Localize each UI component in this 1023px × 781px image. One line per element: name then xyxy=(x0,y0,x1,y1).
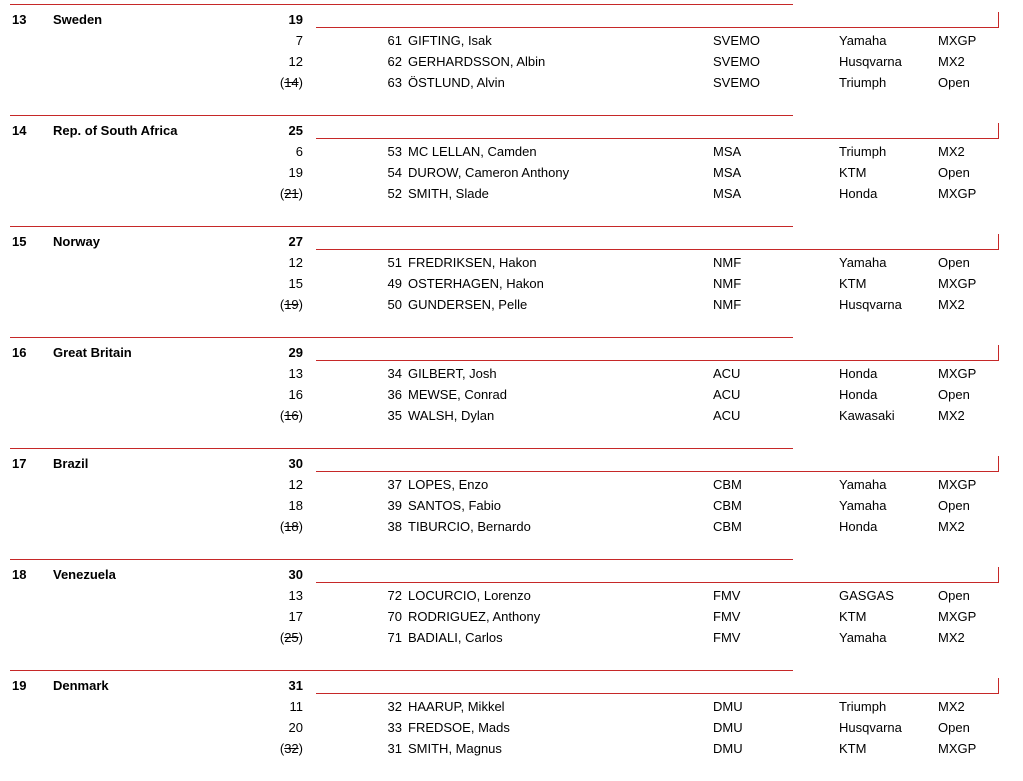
rider-row xyxy=(0,741,1023,761)
rider-bike: KTM xyxy=(839,276,867,291)
team-divider-top xyxy=(10,559,793,560)
rider-federation: NMF xyxy=(713,297,742,312)
rider-name: SANTOS, Fabio xyxy=(408,498,501,513)
team-rank: 13 xyxy=(12,12,27,27)
rider-federation: SVEMO xyxy=(713,75,760,90)
rider-bike: GASGAS xyxy=(839,588,894,603)
team-block xyxy=(0,670,1023,781)
rider-name: GILBERT, Josh xyxy=(408,366,497,381)
rider-class: Open xyxy=(938,165,970,180)
rider-name: ÖSTLUND, Alvin xyxy=(408,75,505,90)
rider-row xyxy=(0,609,1023,629)
rider-federation: DMU xyxy=(713,741,743,756)
rider-name: BADIALI, Carlos xyxy=(408,630,503,645)
rider-federation: MSA xyxy=(713,144,742,159)
rider-points: 20 xyxy=(288,720,303,735)
team-nation: Rep. of South Africa xyxy=(53,123,178,138)
rider-name: TIBURCIO, Bernardo xyxy=(408,519,531,534)
rider-points: 16 xyxy=(288,387,303,402)
rider-row xyxy=(0,276,1023,296)
team-divider-header xyxy=(316,693,999,694)
rider-bike: Yamaha xyxy=(839,477,887,492)
team-divider-header xyxy=(316,582,999,583)
rider-federation: FMV xyxy=(713,630,741,645)
team-rank: 15 xyxy=(12,234,27,249)
rider-bike: Husqvarna xyxy=(839,54,902,69)
rider-row xyxy=(0,33,1023,53)
rider-row xyxy=(0,519,1023,539)
rider-federation: SVEMO xyxy=(713,54,760,69)
team-divider-tick xyxy=(998,345,999,360)
team-divider-top xyxy=(10,4,793,5)
team-divider-top xyxy=(10,337,793,338)
rider-federation: NMF xyxy=(713,276,742,291)
rider-class: MXGP xyxy=(938,33,977,48)
rider-federation: MSA xyxy=(713,165,742,180)
rider-name: HAARUP, Mikkel xyxy=(408,699,505,714)
rider-bike: Yamaha xyxy=(839,255,887,270)
rider-row xyxy=(0,477,1023,497)
team-total-points: 30 xyxy=(288,456,303,471)
rider-name: GERHARDSSON, Albin xyxy=(408,54,546,69)
rider-name: MEWSE, Conrad xyxy=(408,387,507,402)
rider-class: MXGP xyxy=(938,477,977,492)
team-divider-tick xyxy=(998,678,999,693)
team-block xyxy=(0,226,1023,337)
team-rank: 18 xyxy=(12,567,27,582)
rider-points: (19) xyxy=(279,297,303,312)
rider-class: Open xyxy=(938,588,970,603)
rider-bike: Kawasaki xyxy=(839,408,895,423)
rider-points: (16) xyxy=(279,408,303,423)
rider-number: 38 xyxy=(387,519,402,534)
rider-federation: CBM xyxy=(713,498,742,513)
rider-row xyxy=(0,630,1023,650)
rider-federation: SVEMO xyxy=(713,33,760,48)
rider-points: 12 xyxy=(288,477,303,492)
rider-number: 52 xyxy=(387,186,402,201)
team-divider-tick xyxy=(998,456,999,471)
team-divider-tick xyxy=(998,12,999,27)
rider-name: LOPES, Enzo xyxy=(408,477,489,492)
team-total-points: 31 xyxy=(288,678,303,693)
rider-row xyxy=(0,54,1023,74)
rider-row xyxy=(0,588,1023,608)
rider-name: RODRIGUEZ, Anthony xyxy=(408,609,541,624)
rider-points: 13 xyxy=(288,366,303,381)
rider-class: Open xyxy=(938,720,970,735)
team-block xyxy=(0,559,1023,670)
rider-row xyxy=(0,699,1023,719)
rider-federation: ACU xyxy=(713,366,741,381)
rider-class: MX2 xyxy=(938,408,965,423)
team-rank: 14 xyxy=(12,123,27,138)
rider-points: 12 xyxy=(288,54,303,69)
rider-name: FREDSOE, Mads xyxy=(408,720,510,735)
rider-name: LOCURCIO, Lorenzo xyxy=(408,588,531,603)
rider-bike: Honda xyxy=(839,519,878,534)
rider-number: 63 xyxy=(387,75,402,90)
dropped-points-value: 18 xyxy=(284,519,299,534)
rider-federation: NMF xyxy=(713,255,742,270)
team-divider-header xyxy=(316,360,999,361)
rider-class: MXGP xyxy=(938,366,977,381)
team-nation: Great Britain xyxy=(53,345,132,360)
rider-number: 62 xyxy=(387,54,402,69)
rider-number: 32 xyxy=(387,699,402,714)
rider-bike: Yamaha xyxy=(839,498,887,513)
rider-number: 39 xyxy=(387,498,402,513)
team-divider-header xyxy=(316,138,999,139)
rider-class: Open xyxy=(938,255,970,270)
dropped-points-value: 19 xyxy=(284,297,299,312)
rider-bike: Honda xyxy=(839,186,878,201)
rider-row xyxy=(0,720,1023,740)
rider-points: (14) xyxy=(279,75,303,90)
rider-points: 6 xyxy=(295,144,303,159)
rider-federation: MSA xyxy=(713,186,742,201)
rider-name: FREDRIKSEN, Hakon xyxy=(408,255,537,270)
rider-points: (25) xyxy=(279,630,303,645)
rider-class: MX2 xyxy=(938,144,965,159)
rider-class: MXGP xyxy=(938,741,977,756)
team-divider-tick xyxy=(998,234,999,249)
rider-bike: Husqvarna xyxy=(839,297,902,312)
rider-federation: DMU xyxy=(713,720,743,735)
rider-number: 49 xyxy=(387,276,402,291)
dropped-points-value: 32 xyxy=(284,741,299,756)
rider-points: (18) xyxy=(279,519,303,534)
team-block xyxy=(0,4,1023,115)
rider-name: SMITH, Magnus xyxy=(408,741,502,756)
rider-row xyxy=(0,165,1023,185)
team-divider-header xyxy=(316,471,999,472)
rider-points: 13 xyxy=(288,588,303,603)
rider-federation: ACU xyxy=(713,387,741,402)
rider-federation: FMV xyxy=(713,588,741,603)
rider-row xyxy=(0,366,1023,386)
rider-points: 15 xyxy=(288,276,303,291)
rider-name: GIFTING, Isak xyxy=(408,33,492,48)
rider-row xyxy=(0,144,1023,164)
rider-number: 35 xyxy=(387,408,402,423)
team-divider-header xyxy=(316,27,999,28)
rider-class: MXGP xyxy=(938,609,977,624)
team-divider-top xyxy=(10,226,793,227)
dropped-points-value: 14 xyxy=(284,75,299,90)
team-divider-top xyxy=(10,448,793,449)
rider-points: (21) xyxy=(279,186,303,201)
rider-federation: DMU xyxy=(713,699,743,714)
rider-name: WALSH, Dylan xyxy=(408,408,495,423)
team-total-points: 25 xyxy=(288,123,303,138)
rider-number: 31 xyxy=(387,741,402,756)
rider-number: 51 xyxy=(387,255,402,270)
rider-row xyxy=(0,255,1023,275)
team-nation: Brazil xyxy=(53,456,89,471)
rider-row xyxy=(0,186,1023,206)
rider-federation: CBM xyxy=(713,519,742,534)
rider-number: 36 xyxy=(387,387,402,402)
rider-class: Open xyxy=(938,498,970,513)
rider-federation: FMV xyxy=(713,609,741,624)
rider-name: OSTERHAGEN, Hakon xyxy=(408,276,544,291)
rider-class: MX2 xyxy=(938,54,965,69)
team-block xyxy=(0,115,1023,226)
rider-bike: Husqvarna xyxy=(839,720,902,735)
team-nation: Norway xyxy=(53,234,100,249)
rider-points: 12 xyxy=(288,255,303,270)
rider-number: 53 xyxy=(387,144,402,159)
rider-bike: KTM xyxy=(839,741,867,756)
rider-points: 11 xyxy=(289,699,303,714)
team-total-points: 30 xyxy=(288,567,303,582)
rider-name: MC LELLAN, Camden xyxy=(408,144,537,159)
rider-class: MX2 xyxy=(938,699,965,714)
rider-bike: Honda xyxy=(839,387,878,402)
rider-points: 7 xyxy=(295,33,303,48)
team-block xyxy=(0,448,1023,559)
rider-row xyxy=(0,408,1023,428)
rider-points: 18 xyxy=(288,498,303,513)
team-nation: Denmark xyxy=(53,678,109,693)
team-rank: 19 xyxy=(12,678,27,693)
rider-bike: Triumph xyxy=(839,144,887,159)
rider-number: 50 xyxy=(387,297,402,312)
dropped-points-value: 25 xyxy=(284,630,299,645)
team-rank: 16 xyxy=(12,345,27,360)
rider-class: MX2 xyxy=(938,519,965,534)
rider-class: Open xyxy=(938,75,970,90)
team-rank: 17 xyxy=(12,456,27,471)
rider-number: 37 xyxy=(387,477,402,492)
rider-number: 70 xyxy=(387,609,402,624)
rider-bike: Triumph xyxy=(839,699,887,714)
rider-class: MXGP xyxy=(938,276,977,291)
team-block xyxy=(0,337,1023,448)
team-divider-top xyxy=(10,670,793,671)
team-nation: Sweden xyxy=(53,12,103,27)
rider-row xyxy=(0,297,1023,317)
rider-points: 17 xyxy=(288,609,303,624)
rider-bike: Triumph xyxy=(839,75,887,90)
rider-number: 61 xyxy=(387,33,402,48)
rider-number: 72 xyxy=(387,588,402,603)
rider-bike: Yamaha xyxy=(839,33,887,48)
rider-name: SMITH, Slade xyxy=(408,186,489,201)
rider-bike: KTM xyxy=(839,165,867,180)
rider-bike: Honda xyxy=(839,366,878,381)
rider-bike: KTM xyxy=(839,609,867,624)
rider-points: (32) xyxy=(279,741,303,756)
team-total-points: 29 xyxy=(288,345,303,360)
rider-number: 71 xyxy=(387,630,402,645)
rider-class: Open xyxy=(938,387,970,402)
team-total-points: 19 xyxy=(288,12,303,27)
rider-number: 33 xyxy=(387,720,402,735)
team-nation: Venezuela xyxy=(53,567,116,582)
rider-name: DUROW, Cameron Anthony xyxy=(408,165,570,180)
rider-federation: CBM xyxy=(713,477,742,492)
team-divider-top xyxy=(10,115,793,116)
team-total-points: 27 xyxy=(288,234,303,249)
rider-class: MX2 xyxy=(938,297,965,312)
rider-points: 19 xyxy=(288,165,303,180)
rider-row xyxy=(0,75,1023,95)
rider-class: MXGP xyxy=(938,186,977,201)
team-divider-tick xyxy=(998,123,999,138)
rider-number: 54 xyxy=(387,165,402,180)
team-divider-tick xyxy=(998,567,999,582)
rider-number: 34 xyxy=(387,366,402,381)
dropped-points-value: 21 xyxy=(284,186,299,201)
dropped-points-value: 16 xyxy=(284,408,299,423)
rider-bike: Yamaha xyxy=(839,630,887,645)
team-divider-header xyxy=(316,249,999,250)
rider-federation: ACU xyxy=(713,408,741,423)
rider-row xyxy=(0,498,1023,518)
rider-class: MX2 xyxy=(938,630,965,645)
rider-name: GUNDERSEN, Pelle xyxy=(408,297,528,312)
rider-row xyxy=(0,387,1023,407)
